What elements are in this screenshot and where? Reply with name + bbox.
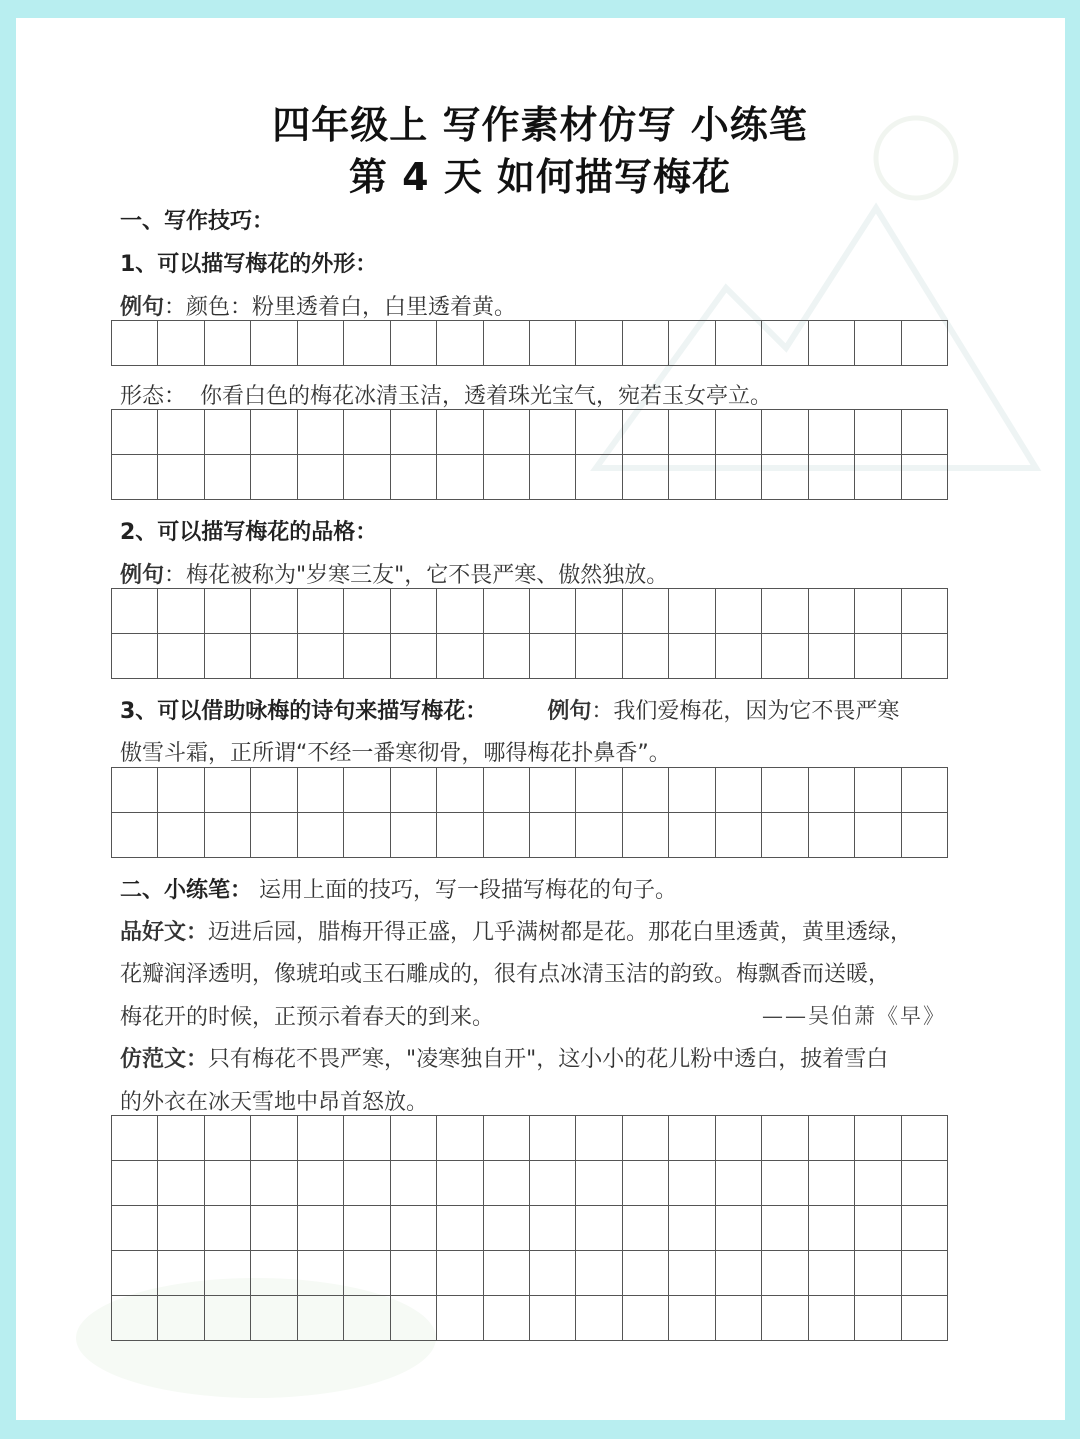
grid-cell[interactable] — [809, 1206, 855, 1251]
grid-cell[interactable] — [530, 455, 576, 500]
grid-cell[interactable] — [623, 1116, 669, 1161]
grid-cell[interactable] — [855, 634, 901, 679]
grid-cell[interactable] — [902, 768, 948, 813]
grid-cell[interactable] — [809, 1251, 855, 1296]
grid-cell[interactable] — [855, 1161, 901, 1206]
grid-cell[interactable] — [855, 1296, 901, 1341]
writing-grid-1[interactable] — [111, 320, 948, 366]
grid-cell[interactable] — [623, 1161, 669, 1206]
item2-heading: 2、可以描写梅花的品格： — [120, 520, 378, 545]
grid-cell[interactable] — [669, 1206, 715, 1251]
grid-cell[interactable] — [298, 321, 344, 366]
grid-cell[interactable] — [344, 634, 390, 679]
grid-cell[interactable] — [716, 768, 762, 813]
grid-cell[interactable] — [344, 1251, 390, 1296]
example-label: 例句 — [120, 295, 165, 320]
grid-cell[interactable] — [112, 1251, 158, 1296]
item2-example — [120, 558, 668, 589]
grid-cell[interactable] — [391, 1251, 437, 1296]
shape-label: 形态： — [120, 384, 187, 409]
grid-cell[interactable] — [902, 455, 948, 500]
grid-cell[interactable] — [251, 1116, 297, 1161]
grid-cell[interactable] — [809, 1161, 855, 1206]
grid-cell[interactable] — [623, 321, 669, 366]
example-label: 例句 — [547, 699, 592, 724]
item3-heading: 3、可以借助咏梅的诗句来描写梅花： — [120, 699, 488, 724]
grid-cell[interactable] — [576, 455, 622, 500]
grid-cell[interactable] — [484, 1206, 530, 1251]
grid-cell[interactable] — [344, 455, 390, 500]
grid-cell[interactable] — [762, 589, 808, 634]
grid-cell[interactable] — [437, 1206, 483, 1251]
grid-cell[interactable] — [205, 1206, 251, 1251]
grid-cell[interactable] — [298, 1296, 344, 1341]
writing-grid-2[interactable] — [111, 409, 948, 500]
grid-cell[interactable] — [344, 1206, 390, 1251]
grid-cell[interactable] — [716, 1251, 762, 1296]
writing-grid-5[interactable] — [111, 1115, 948, 1341]
grid-cell[interactable] — [809, 768, 855, 813]
item1-heading: 1、可以描写梅花的外形： — [120, 252, 378, 277]
grid-cell[interactable] — [576, 813, 622, 858]
grid-cell[interactable] — [158, 1251, 204, 1296]
grid-cell[interactable] — [158, 410, 204, 455]
grid-cell[interactable] — [809, 634, 855, 679]
imitate-text-line2: 的外衣在冰天雪地中昂首怒放。 — [120, 1090, 429, 1115]
grid-cell[interactable] — [576, 1161, 622, 1206]
grid-cell[interactable] — [530, 1116, 576, 1161]
grid-cell[interactable] — [762, 321, 808, 366]
imitate-text: 只有梅花不畏严寒，"凌寒独自开"，这小小的花儿粉中透白，披着雪白 — [208, 1047, 889, 1072]
grid-cell[interactable] — [623, 1296, 669, 1341]
grid-cell[interactable] — [158, 455, 204, 500]
grid-cell[interactable] — [669, 1296, 715, 1341]
grid-cell[interactable] — [437, 410, 483, 455]
grid-cell[interactable] — [437, 455, 483, 500]
grid-cell[interactable] — [669, 1161, 715, 1206]
grid-cell[interactable] — [391, 813, 437, 858]
grid-cell[interactable] — [855, 410, 901, 455]
grid-cell[interactable] — [437, 813, 483, 858]
grid-cell[interactable] — [902, 813, 948, 858]
grid-cell[interactable] — [623, 455, 669, 500]
page-title: 四年级上 写作素材仿写 小练笔 — [272, 103, 808, 147]
item1-shape — [120, 379, 772, 410]
grid-cell[interactable] — [344, 410, 390, 455]
grid-cell[interactable] — [716, 1296, 762, 1341]
good-label: 品好文： — [120, 920, 209, 945]
grid-cell[interactable] — [855, 589, 901, 634]
grid-cell[interactable] — [437, 634, 483, 679]
grid-cell[interactable] — [855, 455, 901, 500]
grid-cell[interactable] — [437, 321, 483, 366]
grid-cell[interactable] — [762, 1116, 808, 1161]
grid-cell[interactable] — [158, 813, 204, 858]
grid-cell[interactable] — [112, 1206, 158, 1251]
page-subtitle: 第 4 天 如何描写梅花 — [348, 155, 732, 199]
grid-cell[interactable] — [855, 1206, 901, 1251]
grid-cell[interactable] — [530, 321, 576, 366]
grid-cell[interactable] — [251, 455, 297, 500]
grid-cell[interactable] — [298, 813, 344, 858]
grid-cell[interactable] — [530, 634, 576, 679]
grid-cell[interactable] — [576, 589, 622, 634]
grid-cell[interactable] — [623, 589, 669, 634]
grid-cell[interactable] — [855, 321, 901, 366]
good-text-line2: 花瓣润泽透明，像琥珀或玉石雕成的，很有点冰清玉洁的韵致。梅飘香而送暖， — [120, 962, 891, 987]
grid-cell[interactable] — [623, 410, 669, 455]
grid-cell[interactable] — [298, 455, 344, 500]
grid-cell[interactable] — [809, 410, 855, 455]
grid-cell[interactable] — [205, 410, 251, 455]
grid-cell[interactable] — [623, 1251, 669, 1296]
grid-cell[interactable] — [576, 1116, 622, 1161]
grid-cell[interactable] — [298, 1116, 344, 1161]
section2-heading-line — [120, 873, 677, 904]
shape-text: 你看白色的梅花冰清玉洁，透着珠光宝气，宛若玉女亭立。 — [200, 384, 773, 409]
grid-cell[interactable] — [855, 1251, 901, 1296]
example-text: ：我们爱梅花，因为它不畏严寒 — [591, 699, 900, 724]
grid-cell[interactable] — [112, 455, 158, 500]
grid-cell[interactable] — [902, 1251, 948, 1296]
grid-cell[interactable] — [484, 1251, 530, 1296]
example-text: ：梅花被称为"岁寒三友"，它不畏严寒、傲然独放。 — [164, 563, 669, 588]
grid-cell[interactable] — [112, 410, 158, 455]
grid-cell[interactable] — [484, 1116, 530, 1161]
grid-cell[interactable] — [762, 1251, 808, 1296]
grid-cell[interactable] — [205, 1251, 251, 1296]
grid-cell[interactable] — [391, 1161, 437, 1206]
grid-cell[interactable] — [205, 1116, 251, 1161]
grid-cell[interactable] — [298, 1251, 344, 1296]
grid-cell[interactable] — [158, 634, 204, 679]
writing-grid-4[interactable] — [111, 767, 948, 858]
grid-cell[interactable] — [669, 589, 715, 634]
grid-cell[interactable] — [158, 321, 204, 366]
grid-cell[interactable] — [576, 1251, 622, 1296]
grid-cell[interactable] — [251, 813, 297, 858]
grid-cell[interactable] — [716, 1161, 762, 1206]
grid-cell[interactable] — [158, 1206, 204, 1251]
grid-cell[interactable] — [391, 589, 437, 634]
grid-cell[interactable] — [623, 768, 669, 813]
grid-cell[interactable] — [112, 813, 158, 858]
example-label: 例句 — [120, 563, 165, 588]
grid-cell[interactable] — [344, 768, 390, 813]
grid-cell[interactable] — [251, 1251, 297, 1296]
grid-cell[interactable] — [669, 321, 715, 366]
grid-cell[interactable] — [669, 634, 715, 679]
grid-cell[interactable] — [902, 321, 948, 366]
grid-cell[interactable] — [251, 321, 297, 366]
grid-cell[interactable] — [205, 589, 251, 634]
grid-cell[interactable] — [391, 768, 437, 813]
grid-cell[interactable] — [530, 1206, 576, 1251]
grid-cell[interactable] — [809, 813, 855, 858]
grid-cell[interactable] — [251, 768, 297, 813]
grid-cell[interactable] — [205, 634, 251, 679]
grid-cell[interactable] — [251, 1161, 297, 1206]
grid-cell[interactable] — [391, 455, 437, 500]
writing-grid-3[interactable] — [111, 588, 948, 679]
grid-cell[interactable] — [437, 1116, 483, 1161]
grid-cell[interactable] — [298, 634, 344, 679]
grid-cell[interactable] — [344, 1296, 390, 1341]
grid-cell[interactable] — [669, 1251, 715, 1296]
good-text-line1 — [120, 915, 912, 946]
good-text: 迈进后园，腊梅开得正盛，几乎满树都是花。那花白里透黄，黄里透绿， — [208, 920, 913, 945]
grid-cell[interactable] — [205, 1296, 251, 1341]
grid-cell[interactable] — [391, 321, 437, 366]
grid-cell[interactable] — [576, 1296, 622, 1341]
grid-cell[interactable] — [576, 1206, 622, 1251]
grid-cell[interactable] — [762, 813, 808, 858]
grid-cell[interactable] — [112, 589, 158, 634]
grid-cell[interactable] — [251, 1296, 297, 1341]
grid-cell[interactable] — [298, 410, 344, 455]
grid-cell[interactable] — [716, 813, 762, 858]
grid-cell[interactable] — [716, 1206, 762, 1251]
grid-cell[interactable] — [762, 1161, 808, 1206]
grid-cell[interactable] — [669, 813, 715, 858]
example-text: ：颜色：粉里透着白，白里透着黄。 — [164, 295, 517, 320]
grid-cell[interactable] — [716, 410, 762, 455]
grid-cell[interactable] — [809, 589, 855, 634]
grid-cell[interactable] — [484, 813, 530, 858]
grid-cell[interactable] — [902, 589, 948, 634]
grid-cell[interactable] — [484, 1161, 530, 1206]
grid-cell[interactable] — [855, 813, 901, 858]
grid-cell[interactable] — [484, 410, 530, 455]
grid-cell[interactable] — [762, 634, 808, 679]
grid-cell[interactable] — [902, 1296, 948, 1341]
grid-cell[interactable] — [855, 1116, 901, 1161]
grid-cell[interactable] — [112, 1296, 158, 1341]
grid-cell[interactable] — [669, 768, 715, 813]
grid-cell[interactable] — [902, 1116, 948, 1161]
grid-cell[interactable] — [530, 589, 576, 634]
grid-cell[interactable] — [669, 455, 715, 500]
grid-cell[interactable] — [298, 589, 344, 634]
grid-cell[interactable] — [762, 455, 808, 500]
grid-cell[interactable] — [251, 634, 297, 679]
grid-cell[interactable] — [484, 321, 530, 366]
grid-cell[interactable] — [158, 1161, 204, 1206]
grid-cell[interactable] — [484, 1296, 530, 1341]
grid-cell[interactable] — [762, 410, 808, 455]
grid-cell[interactable] — [576, 768, 622, 813]
imitate-label: 仿范文： — [120, 1047, 209, 1072]
section2-instruction: 运用上面的技巧，写一段描写梅花的句子。 — [259, 878, 678, 903]
grid-cell[interactable] — [391, 410, 437, 455]
grid-cell[interactable] — [344, 589, 390, 634]
grid-cell[interactable] — [762, 768, 808, 813]
grid-cell[interactable] — [205, 813, 251, 858]
grid-cell[interactable] — [902, 410, 948, 455]
item3-heading-line — [120, 694, 899, 725]
attribution: ——吴伯萧《早》 — [762, 1004, 946, 1028]
grid-cell[interactable] — [530, 410, 576, 455]
grid-cell[interactable] — [484, 634, 530, 679]
grid-cell[interactable] — [530, 1251, 576, 1296]
grid-cell[interactable] — [437, 1161, 483, 1206]
grid-cell[interactable] — [437, 1296, 483, 1341]
grid-cell[interactable] — [298, 1161, 344, 1206]
item1-example — [120, 290, 516, 321]
grid-cell[interactable] — [437, 589, 483, 634]
item3-example-cont: 傲雪斗霜，正所谓“不经一番寒彻骨，哪得梅花扑鼻香”。 — [120, 741, 671, 766]
grid-cell[interactable] — [391, 1206, 437, 1251]
grid-cell[interactable] — [205, 768, 251, 813]
section2-heading: 二、小练笔： — [120, 878, 253, 903]
grid-cell[interactable] — [484, 768, 530, 813]
grid-cell[interactable] — [902, 1206, 948, 1251]
grid-cell[interactable] — [809, 1116, 855, 1161]
grid-cell[interactable] — [809, 455, 855, 500]
grid-cell[interactable] — [669, 1116, 715, 1161]
grid-cell[interactable] — [391, 1116, 437, 1161]
grid-cell[interactable] — [902, 1161, 948, 1206]
grid-cell[interactable] — [391, 1296, 437, 1341]
grid-cell[interactable] — [298, 768, 344, 813]
grid-cell[interactable] — [251, 410, 297, 455]
grid-cell[interactable] — [112, 634, 158, 679]
section1-heading: 一、写作技巧： — [120, 209, 275, 234]
grid-cell[interactable] — [902, 634, 948, 679]
grid-cell[interactable] — [716, 455, 762, 500]
grid-cell[interactable] — [112, 1116, 158, 1161]
grid-cell[interactable] — [576, 634, 622, 679]
grid-cell[interactable] — [716, 634, 762, 679]
grid-cell[interactable] — [205, 321, 251, 366]
grid-cell[interactable] — [437, 768, 483, 813]
grid-cell[interactable] — [437, 1251, 483, 1296]
grid-cell[interactable] — [112, 1161, 158, 1206]
grid-cell[interactable] — [530, 1296, 576, 1341]
grid-cell[interactable] — [530, 768, 576, 813]
grid-cell[interactable] — [716, 321, 762, 366]
grid-cell[interactable] — [716, 589, 762, 634]
grid-cell[interactable] — [484, 455, 530, 500]
grid-cell[interactable] — [251, 589, 297, 634]
grid-cell[interactable] — [669, 410, 715, 455]
grid-cell[interactable] — [158, 1116, 204, 1161]
grid-cell[interactable] — [809, 321, 855, 366]
grid-cell[interactable] — [391, 634, 437, 679]
grid-cell[interactable] — [855, 768, 901, 813]
grid-cell[interactable] — [576, 321, 622, 366]
grid-cell[interactable] — [344, 321, 390, 366]
grid-cell[interactable] — [716, 1116, 762, 1161]
grid-cell[interactable] — [762, 1296, 808, 1341]
grid-cell[interactable] — [158, 589, 204, 634]
imitate-text-line1 — [120, 1042, 888, 1073]
grid-cell[interactable] — [344, 1161, 390, 1206]
grid-cell[interactable] — [158, 1296, 204, 1341]
grid-cell[interactable] — [298, 1206, 344, 1251]
grid-cell[interactable] — [112, 768, 158, 813]
grid-cell[interactable] — [530, 1161, 576, 1206]
grid-cell[interactable] — [158, 768, 204, 813]
grid-cell[interactable] — [809, 1296, 855, 1341]
grid-cell[interactable] — [112, 321, 158, 366]
grid-cell[interactable] — [484, 589, 530, 634]
grid-cell[interactable] — [205, 1161, 251, 1206]
grid-cell[interactable] — [762, 1206, 808, 1251]
grid-cell[interactable] — [344, 1116, 390, 1161]
grid-cell[interactable] — [251, 1206, 297, 1251]
grid-cell[interactable] — [576, 410, 622, 455]
grid-cell[interactable] — [530, 813, 576, 858]
grid-cell[interactable] — [344, 813, 390, 858]
good-text-line3: 梅花开的时候，正预示着春天的到来。 — [120, 1005, 495, 1030]
grid-cell[interactable] — [623, 813, 669, 858]
grid-cell[interactable] — [623, 1206, 669, 1251]
grid-cell[interactable] — [623, 634, 669, 679]
grid-cell[interactable] — [205, 455, 251, 500]
